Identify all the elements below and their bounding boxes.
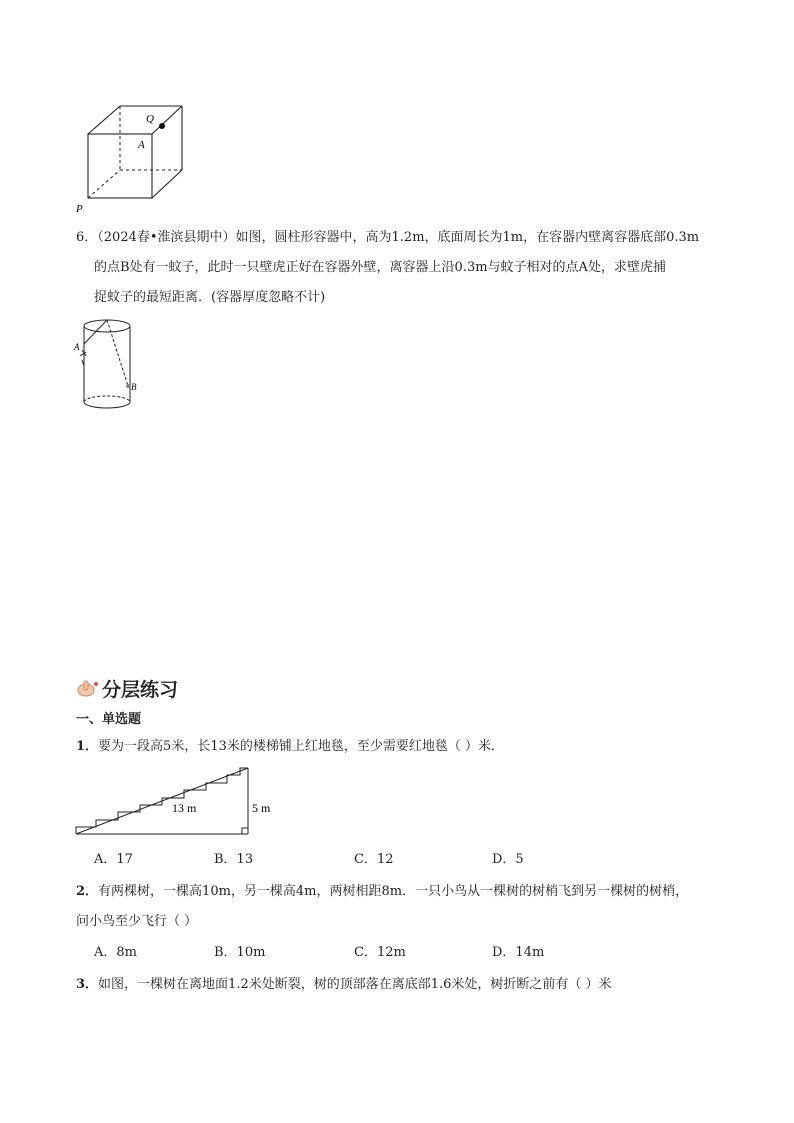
- gecko-icon: [80, 350, 86, 366]
- option-c[interactable]: C．12m: [354, 945, 406, 960]
- option-d[interactable]: D．5: [492, 852, 524, 867]
- question-6: [76, 228, 699, 248]
- question-text-line1: （2024春•淮滨县期中）如图，圆柱形容器中，高为1.2m，底面周长为1m，在容器内壁离容器底部0.3m: [97, 230, 700, 245]
- label-a: A: [74, 342, 80, 352]
- question-text-line2: 的点B处有一蚊子，此时一只壁虎正好在容器外壁，离容器上沿0.3m与蚊子相对的点A处，求壁虎捕: [94, 260, 666, 275]
- question-number: 1．: [76, 739, 99, 754]
- question-number: 2．: [76, 884, 99, 899]
- height-label: 5 m: [252, 801, 271, 815]
- question-number: 6．: [76, 230, 98, 245]
- staircase-figure: [74, 764, 284, 840]
- label-q: Q: [146, 113, 154, 125]
- option-b[interactable]: B．10m: [214, 945, 266, 960]
- question-text: 要为一段高5米，长13米的楼梯铺上红地毯，至少需要红地毯（ ）米．: [98, 739, 504, 754]
- option-a[interactable]: A．8m: [94, 945, 137, 960]
- label-p: P: [76, 203, 83, 215]
- option-d[interactable]: D．14m: [492, 945, 545, 960]
- option-a[interactable]: A．17: [94, 852, 133, 867]
- section-title: 分层练习: [102, 679, 179, 701]
- point-q-dot: [159, 123, 165, 129]
- option-c[interactable]: C．12: [354, 852, 394, 867]
- question-2: [76, 882, 688, 902]
- label-b: B: [131, 382, 137, 392]
- hand-icon: [76, 678, 100, 698]
- cube-figure: [70, 100, 200, 220]
- option-b[interactable]: B．13: [214, 852, 254, 867]
- section-subheading: 一、单选题: [76, 712, 142, 727]
- question-text-line2: 问小鸟至少飞行（ ）: [76, 914, 198, 929]
- question-1: [76, 737, 504, 757]
- question-number: 3．: [76, 977, 99, 992]
- hypotenuse-label: 13 m: [172, 801, 197, 815]
- right-angle-mark: [242, 828, 248, 834]
- question-text: 如图，一棵树在离地面1.2米处断裂，树的顶部落在离底部1.6米处，树折断之前有（ ）米: [98, 977, 612, 992]
- question-text-line3: 捉蚊子的最短距离．(容器厚度忽略不计): [94, 290, 326, 305]
- label-a: A: [138, 139, 145, 151]
- question-text-line1: 有两棵树，一棵高10m，另一棵高4m，两树相距8m．一只小鸟从一棵树的树梢飞到另一棵树的树梢，: [98, 884, 689, 899]
- mosquito-icon: [126, 384, 130, 388]
- cylinder-figure: [70, 316, 150, 416]
- question-3: [76, 975, 612, 995]
